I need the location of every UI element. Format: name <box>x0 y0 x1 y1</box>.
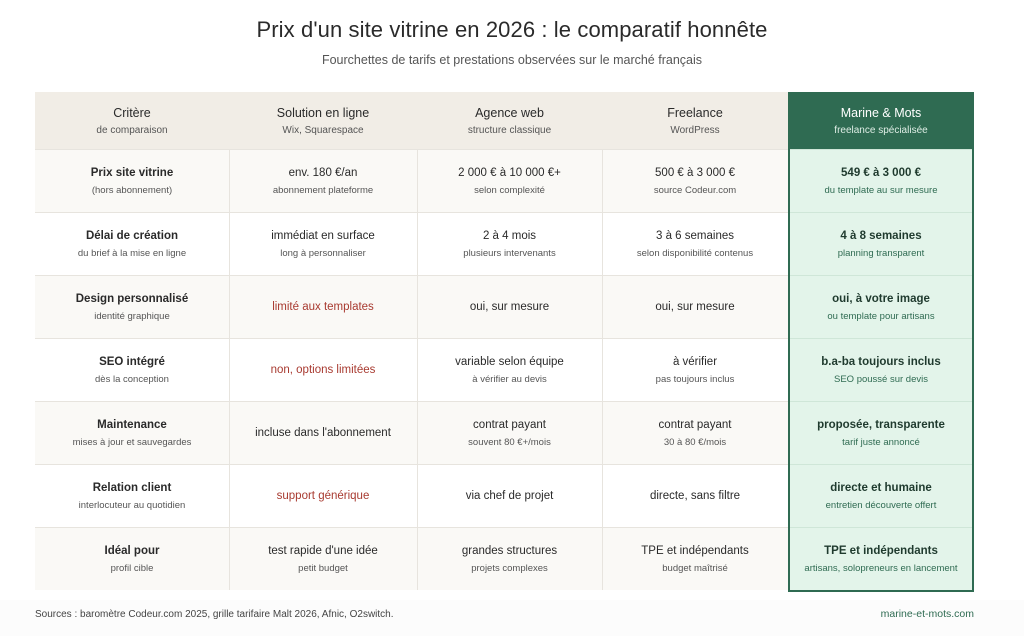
cell-main-text: b.a-ba toujours inclus <box>821 355 941 368</box>
column-header-3 <box>602 92 788 149</box>
table-cell <box>229 401 417 464</box>
column-divider <box>417 149 418 590</box>
table-cell <box>229 149 417 212</box>
column-header-sub: structure classique <box>467 124 552 136</box>
column-header-label: Marine & Mots <box>840 105 922 120</box>
cell-sub-text: selon complexité <box>474 184 545 196</box>
table-cell <box>788 401 974 464</box>
table-cell <box>35 212 229 275</box>
cell-sub-text: à vérifier au devis <box>472 373 547 385</box>
cell-main-text: variable selon équipe <box>455 355 564 368</box>
page-subtitle: Fourchettes de tarifs et prestations observées sur le marché français <box>321 53 703 67</box>
cell-sub-text: projets complexes <box>471 562 548 574</box>
cell-sub-text: profil cible <box>110 562 154 574</box>
cell-sub-text: long à personnaliser <box>280 247 366 259</box>
cell-sub-text: 30 à 80 €/mois <box>663 436 727 448</box>
column-header-4 <box>788 92 974 149</box>
cell-sub-text: pas toujours inclus <box>655 373 735 385</box>
table-cell <box>35 338 229 401</box>
table-cell <box>788 149 974 212</box>
cell-main-text: 3 à 6 semaines <box>656 229 734 242</box>
cell-main-text: 4 à 8 semaines <box>840 229 922 242</box>
cell-main-text: directe et humaine <box>830 481 932 494</box>
table-cell <box>417 464 602 527</box>
column-header-sub: WordPress <box>670 124 720 136</box>
cell-main-text: 500 € à 3 000 € <box>655 166 735 179</box>
cell-main-text: test rapide d'une idée <box>268 544 378 557</box>
cell-main-text: 2 à 4 mois <box>482 229 537 242</box>
table-cell <box>35 149 229 212</box>
table-cell <box>35 527 229 590</box>
cell-main-text: proposée, transparente <box>817 418 945 431</box>
cell-main-text: Maintenance <box>97 418 167 431</box>
cell-main-text: limité aux templates <box>272 301 374 313</box>
table-cell <box>417 149 602 212</box>
cell-sub-text: petit budget <box>298 562 348 574</box>
column-divider <box>229 149 230 590</box>
column-header-label: Critère <box>113 105 151 120</box>
cell-sub-text: artisans, solopreneurs en lancement <box>804 562 958 574</box>
cell-main-text: directe, sans filtre <box>649 490 741 502</box>
table-cell <box>602 527 788 590</box>
column-header-label: Freelance <box>667 105 723 120</box>
cell-main-text: incluse dans l'abonnement <box>255 427 391 439</box>
table-cell <box>788 338 974 401</box>
cell-main-text: Design personnalisé <box>75 292 189 305</box>
table-cell <box>35 464 229 527</box>
cell-sub-text: tarif juste annoncé <box>842 436 920 448</box>
cell-main-text: support générique <box>276 490 370 502</box>
cell-sub-text: dès la conception <box>95 373 169 385</box>
table-cell <box>229 464 417 527</box>
table-cell <box>35 275 229 338</box>
cell-sub-text: selon disponibilité contenus <box>636 247 754 259</box>
cell-main-text: immédiat en surface <box>271 229 375 242</box>
cell-main-text: 549 € à 3 000 € <box>841 166 921 179</box>
cell-sub-text: plusieurs intervenants <box>463 247 556 259</box>
column-header-label: Agence web <box>475 105 544 120</box>
cell-sub-text: budget maîtrisé <box>662 562 728 574</box>
cell-sub-text: identité graphique <box>94 310 170 322</box>
table-cell <box>229 212 417 275</box>
cell-main-text: via chef de projet <box>465 490 554 502</box>
table-cell <box>417 527 602 590</box>
cell-main-text: Relation client <box>92 481 172 494</box>
cell-main-text: non, options limitées <box>270 364 376 376</box>
table-cell <box>602 275 788 338</box>
table-cell <box>417 275 602 338</box>
table-cell <box>602 212 788 275</box>
cell-sub-text: souvent 80 €+/mois <box>468 436 551 448</box>
comparison-table <box>35 92 974 592</box>
cell-main-text: 2 000 € à 10 000 €+ <box>458 166 561 179</box>
table-cell <box>417 212 602 275</box>
column-header-1 <box>229 92 417 149</box>
cell-main-text: à vérifier <box>672 355 718 368</box>
table-cell <box>602 401 788 464</box>
cell-main-text: env. 180 €/an <box>288 166 358 179</box>
cell-main-text: SEO intégré <box>99 355 165 368</box>
cell-main-text: oui, sur mesure <box>469 301 550 313</box>
cell-main-text: TPE et indépendants <box>824 544 938 557</box>
cell-sub-text: du template au sur mesure <box>824 184 938 196</box>
column-divider <box>602 149 603 590</box>
footer-site-link[interactable]: marine-et-mots.com <box>880 608 974 620</box>
column-header-sub: de comparaison <box>96 124 168 136</box>
column-header-label: Solution en ligne <box>276 105 370 120</box>
cell-sub-text: SEO poussé sur devis <box>834 373 928 385</box>
cell-sub-text: planning transparent <box>837 247 925 259</box>
table-cell <box>229 275 417 338</box>
table-cell <box>788 275 974 338</box>
cell-main-text: oui, sur mesure <box>655 301 735 313</box>
table-cell <box>229 338 417 401</box>
page-title: Prix d'un site vitrine en 2026 : le comparatif honnête <box>256 17 768 42</box>
table-cell <box>788 464 974 527</box>
cell-sub-text: ou template pour artisans <box>827 310 935 322</box>
column-header-0 <box>35 92 229 149</box>
cell-main-text: contrat payant <box>658 418 732 431</box>
cell-main-text: Prix site vitrine <box>90 166 174 179</box>
cell-sub-text: source Codeur.com <box>653 184 737 196</box>
cell-main-text: oui, à votre image <box>832 292 930 305</box>
table-cell <box>35 401 229 464</box>
cell-sub-text: du brief à la mise en ligne <box>77 247 187 259</box>
footer-sources: Sources : baromètre Codeur.com 2025, grille tarifaire Malt 2026, Afnic, O2switch. <box>35 609 394 620</box>
cell-main-text: grandes structures <box>461 544 558 557</box>
cell-sub-text: abonnement plateforme <box>272 184 374 196</box>
cell-sub-text: (hors abonnement) <box>91 184 173 196</box>
table-cell <box>788 527 974 590</box>
cell-main-text: TPE et indépendants <box>641 544 749 557</box>
cell-sub-text: interlocuteur au quotidien <box>78 499 186 511</box>
table-cell <box>417 338 602 401</box>
table-cell <box>788 212 974 275</box>
column-header-sub: Wix, Squarespace <box>282 124 364 136</box>
table-cell <box>602 464 788 527</box>
cell-sub-text: entretien découverte offert <box>825 499 937 511</box>
table-cell <box>602 338 788 401</box>
table-cell <box>417 401 602 464</box>
column-header-2 <box>417 92 602 149</box>
table-cell <box>602 149 788 212</box>
cell-sub-text: mises à jour et sauvegardes <box>72 436 192 448</box>
column-header-sub: freelance spécialisée <box>834 124 928 136</box>
table-cell <box>229 527 417 590</box>
cell-main-text: Idéal pour <box>104 544 160 557</box>
cell-main-text: Délai de création <box>85 229 179 242</box>
cell-main-text: contrat payant <box>473 418 546 431</box>
